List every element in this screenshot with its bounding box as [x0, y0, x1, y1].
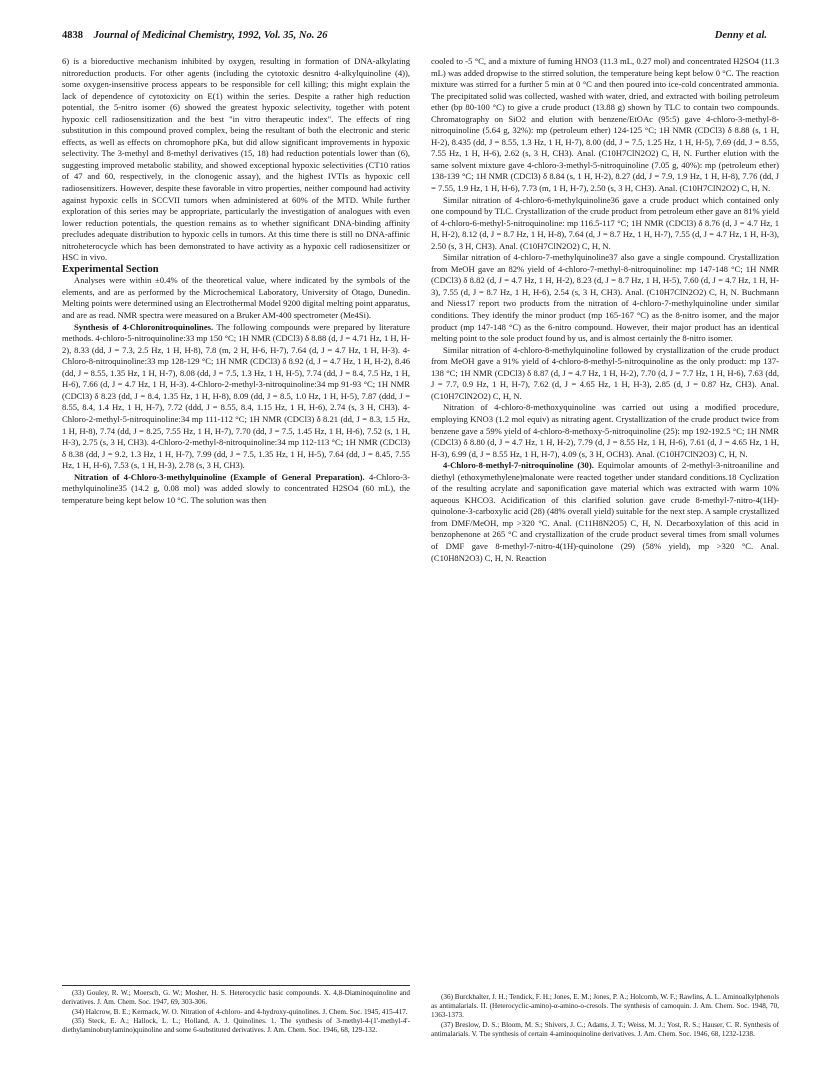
running-head — [62, 30, 767, 46]
body-paragraph: Similar nitration of 4-chloro-6-methylquinoline36 gave a crude product which contained only one compound by TLC. Crystallization of the crude product from petroleum ether gave an 81% yield of 4-chloro-6-methyl-5-nitroquinoline: mp 116.5-117 °C; 1H NMR (CDCl3) δ 8.76 (d, J = 4.7 Hz, 1 H, H-2), 8.12 (d, J = 8.7 Hz, 1 H, H-8), 7.64 (d, J = 8.7 Hz, 1 H, H-7), 7.55 (d, J = 4.7 Hz, 1 H, H-3), 2.50 (s, 3 H, CH3). Anal. (C10H7ClN2O2) C, H, N. — [431, 194, 779, 251]
nitration-paragraph — [62, 472, 410, 507]
left-column — [62, 56, 410, 506]
body-paragraph: Similar nitration of 4-chloro-7-methylquinoline37 also gave a single compound. Crystallization from MeOH gave an 82% yield of 4-chloro-7-methyl-8-nitroquinoline: mp 147-148 °C; 1H NMR (CDCl3) δ 8.82 (d, J = 4.7 Hz, 1 H, H-2), 8.23 (d, J = 8.7 Hz, 1 H, H-5), 7.60 (d, J = 4.7 Hz, 1 H, H-3), 7.55 (d, J = 8.7 Hz, 1 H, H-6), 2.54 (s, 3 H, CH3). Anal. (C10H7ClN2O2) C, H, N. Buchmann and Niess17 report two products from the nitration of 4-chloro-7-methylquinoline under similar conditions. They identify the minor product (mp 165-167 °C) as the 8-nitro isomer, and the major product (mp 147-148 °C) as the 6-nitro compound. However, their major product has an identical melting point to the sole product found by us, and is almost certainly the 8-nitro isomer. — [431, 252, 779, 344]
footnote: (33) Gouley, R. W.; Moersch, G. W.; Mosher, H. S. Heterocyclic basic compounds. X. 4,8-Diaminoquinoline and derivatives. J. Am. Chem. Soc. 1947, 69, 303-306. — [62, 989, 410, 1007]
section-heading: Experimental Section — [62, 263, 159, 275]
footnote: (36) Burckhalter, J. H.; Tendick, F. H.; Jones, E. M.; Jones, P. A.; Holcomb, W. F.; Rawlins, A. L. Aminoalkylphenols as antimalarials. II. (Heterocyclic-amino)-α-amino-o-cresols. The synthesis of camoquin. J. Am. Chem. Soc. 1948, 70, 1363-1373. — [431, 993, 779, 1020]
runin-heading: Nitration of 4-Chloro-3-methylquinoline (Example of General Preparation). — [74, 471, 365, 482]
compound-paragraph — [431, 460, 779, 564]
journal-citation: Journal of Medicinal Chemistry, 1992, Vol. 35, No. 26 — [93, 30, 328, 41]
footnotes-left — [62, 985, 410, 1036]
footnote: (35) Steck, E. A.; Hallock, L. L.; Holland, A. J. Quinolines. 1. The synthesis of 3-methyl-4-(1'-methyl-4'-diethylaminobutylamino)quinoline and some 6-substituted derivatives. J. Am. Chem. Soc. 1946, 68, 129-132. — [62, 1017, 410, 1035]
discussion-paragraph: 6) is a bioreductive mechanism inhibited by oxygen, resulting in formation of DNA-alkylating nitroreduction products. For other agents (including the cytotoxic desnitro 4-alkylquinoline (4)), some oxygen-insensitive process appears to be responsible for cell killing; this might explain the lack of dependence of cytotoxicity on E(1) within the series. Despite a rather high reduction potential, the 5-nitro isomer (6) showed the greatest hypoxic selectivity, together with potent hypoxic cell radiosensitization and the best "in vitro therapeutic index". The effects of ring substitution in this compound proved complex, being the resultant of both the electronic and steric effects, as well as effects on chromophore pKa, but did allow significant improvements in hypoxic selectivity. The 3-methyl and 8-methyl derivatives (15, 18) had reduction potentials lower than (6), suggesting improved metabolic stability, and showed exceptional hypoxic selectivities (CT10 ratios of 47 and 60, respectively, in the clonogenic assay), and the highest IVTIs as hypoxic cell radiosensitizers. However, despite these favorable in vitro properties, neither compound had activity against hypoxic cells in SCCVII tumors when administered at 60% of the MTD. While further exploration of this series may be appropriate, particularly the investigation of analogues with even lower reduction potentials, the question remains as to whether significant DNA-binding affinity precludes adequate distribution to hypoxic cells in tumors. At this time there is still no DNA-affinic nitroheterocycle which has been demonstrated to have activity as a hypoxic cell radiosensitizer or HSC in vivo. — [62, 56, 410, 263]
runin-heading: Synthesis of 4-Chloronitroquinolines. — [74, 321, 214, 332]
body-paragraph: Similar nitration of 4-chloro-8-methylquinoline followed by crystallization of the crude product from MeOH gave a 91% yield of 4-chloro-8-methyl-5-nitroquinoline as the only product: mp 137-138 °C; 1H NMR (CDCl3) δ 8.87 (d, J = 4.7 Hz, 1 H, H-2), 7.70 (d, J = 7.7 Hz, 1 H, H-6), 7.63 (dd, J = 7.7, 0.9 Hz, 1 H, H-7), 7.62 (d, J = 4.65 Hz, 1 H, H-3), 2.85 (d, J = 0.87 Hz, CH3). Anal. (C10H7ClN2O2) C, H, N. — [431, 344, 779, 401]
analysis-paragraph: Analyses were within ±0.4% of the theoretical value, where indicated by the symbols of the elements, and are as performed by the Microchemical Laboratory, University of Otago, Dunedin. Melting points were determined using an Electrothermal Model 9200 digital melting point apparatus, and are as read. NMR spectra were measured on a Bruker AM-400 spectrometer (Me4Si). — [62, 275, 410, 321]
footnotes-right — [431, 993, 779, 1039]
footnote-rule — [62, 985, 410, 986]
footnote: (37) Breslow, D. S.; Bloom, M. S.; Shivers, J. C.; Adams, J. T.; Weiss, M. J.; Yost, R. S.; Hauser, C. R. Synthesis of antimalarials. V. The synthesis of certain 4-aminoquinoline derivatives. J. Am. Chem. Soc. 1946, 68, 1232-1238. — [431, 1020, 779, 1038]
body-paragraph: Nitration of 4-chloro-8-methoxyquinoline was carried out using a modified procedure, employing KNO3 (1.2 mol equiv) as nitrating agent. Crystallization of the crude product twice from benzene gave a 59% yield of 4-chloro-8-methoxy-5-nitroquinoline (25): mp 192-192.5 °C; 1H NMR (CDCl3) δ 8.80 (d, J = 4.7 Hz, 1 H, H-2), 7.79 (d, J = 8.55 Hz, 1 H, H-6), 7.61 (d, J = 4.65 Hz, 1 H, H-3), 6.99 (d, J = 8.55 Hz, 1 H, H-7), 4.09 (s, 3 H, OCH3). Anal. (C10H7ClN2O3) C, H, N. — [431, 402, 779, 459]
page-number: 4838 — [62, 30, 83, 41]
footnote: (34) Halcrow, B. E.; Kermack, W. O. Nitration of 4-chloro- and 4-hydroxy-quinolines. J. Chem. Soc. 1945, 415-417. — [72, 1007, 408, 1016]
paragraph-text: Equimolar amounts of 2-methyl-3-nitroaniline and diethyl (ethoxymethylene)malonate were reacted together under standard conditions.18 Cyclization of the resulting acrylate and saponification gave material which was extracted with warm 10% aqueous KHCO3. Acidification of this clarified solution gave crude 8-methyl-7-nitro-4(1H)-quinolone-3-carboxylic acid (28) (48% overall yield) suitable for the next step. A sample crystallized from DMF/MeOH, mp >320 °C. Anal. (C11H8N2O5) C, H, N. Decarboxylation of this acid in benzophenone at 265 °C and crystallization of the crude product several times from small volumes of DMF gave 8-methyl-7-nitro-4(1H)-quinolone (29) (58% yield), mp >320 °C. Anal. (C10H8N2O3) C, H, N. Reaction — [431, 460, 779, 563]
running-authors: Denny et al. — [714, 30, 767, 41]
synthesis-paragraph — [62, 322, 410, 472]
runin-heading: 4-Chloro-8-methyl-7-nitroquinoline (30). — [443, 460, 594, 471]
paragraph-text: The following compounds were prepared by literature methods. 4-chloro-5-nitroquinoline:33 mp 150 °C; 1H NMR (CDCl3) δ 8.88 (d, J = 4.71 Hz, 1 H, H-2), 8.33 (dd, J = 7.3, 2.5 Hz, 1 H, H-8), 7.8 (m, 2 H, H-6, H-7), 7.64 (d, J = 4.7 Hz, 1 H, H-3). 4-Chloro-8-nitroquinoline:33 mp 128-129 °C; 1H NMR (CDCl3) δ 8.92 (d, J = 4.7 Hz, 1 H, H-2), 8.46 (dd, J = 8.55, 1.35 Hz, 1 H, H-7), 8.08 (dd, J = 7.5, 1.3 Hz, 1 H, H-5), 7.74 (dd, J = 8.4, 7.5 Hz, 1 H, H-6), 7.66 (d, J = 4.7 Hz, 1 H, H-3). 4-Chloro-2-methyl-3-nitroquinoline:34 mp 91-93 °C; 1H NMR (CDCl3) δ 8.23 (dd, J = 8.4, 1.35 Hz, 1 H, H-8), 8.09 (dd, J = 8.5, 1.0 Hz, 1 H, H-5), 7.87 (ddd, J = 8.55, 8.4, 1.4 Hz, 1 H, H-7), 7.72 (ddd, J = 8.55, 8.4, 1.15 Hz, 1 H, H-6), 2.74 (s, 3 H, CH3). 4-Chloro-2-methyl-5-nitroquinoline:34 mp 111-112 °C; 1H NMR (CDCl3) δ 8.21 (dd, J = 8.3, 1.5 Hz, 1 H, H-8), 7.74 (dd, J = 8.25, 7.55 Hz, 1 H, H-7), 7.70 (dd, J = 7.5, 1.45 Hz, 1 H, H-6), 7.52 (s, 1 H, H-3), 2.75 (s, 3 H, CH3). 4-Chloro-2-methyl-8-nitroquinoline:34 mp 112-113 °C; 1H NMR (CDCl3) δ 8.38 (dd, J = 9.2, 1.3 Hz, 1 H, H-7), 7.99 (dd, J = 7.5, 1.35 Hz, 1 H, H-5), 7.64 (dd, J = 8.45, 7.55 Hz, 1 H, H-6), 7.53 (s, 1 H, H-3), 2.78 (s, 3 H, CH3). — [62, 321, 411, 471]
paragraph-text: 4-Chloro-3-methylquinoline35 (14.2 g, 0.08 mol) was added slowly to concentrated H2SO4 (60 mL), the temperature being kept below 10 °C. The solution was then — [62, 471, 411, 505]
right-column — [431, 56, 779, 564]
body-paragraph: cooled to -5 °C, and a mixture of fuming HNO3 (11.3 mL, 0.27 mol) and concentrated H2SO4 (11.3 mL) was added dropwise to the stirred solution, the temperature being kept below 0 °C. The reaction mixture was stirred for a further 5 min at 0 °C and then poured into ice-cold concentrated ammonia. The precipitated solid was collected, washed with water, dried, and extracted with boiling petroleum ether (bp 80-100 °C) to give a crude product (13.88 g) shown by TLC to contain two compounds. Chromatography on SiO2 and elution with benzene/EtOAc (95:5) gave 4-chloro-3-methyl-8-nitroquinoline (5.64 g, 32%): mp (petroleum ether) 124-125 °C; 1H NMR (CDCl3) δ 8.88 (s, 1 H, H-2), 8.435 (dd, J = 8.55, 1.3 Hz, 1 H, H-7), 8.00 (dd, J = 7.5, 1.25 Hz, 1 H, H-5), 7.69 (dd, J = 8.55, 7.55 Hz, 1 H, H-6), 2.62 (s, 3 H, CH3). Anal. (C10H7ClN2O2) C, H, N. Further elution with the same solvent mixture gave 4-chloro-3-methyl-5-nitroquinoline (7.05 g, 40%): mp (petroleum ether) 138-139 °C; 1H NMR (CDCl3) δ 8.84 (s, 1 H, H-2), 8.27 (dd, J = 7.9, 1.9 Hz, 1 H, H-8), 7.76 (dd, J = 7.55, 1.9 Hz, 1 H, H-6), 7.73 (m, 1 H, H-7), 2.50 (s, 3 H, CH3). Anal. (C10H7ClN2O2) C, H, N. — [431, 56, 779, 194]
